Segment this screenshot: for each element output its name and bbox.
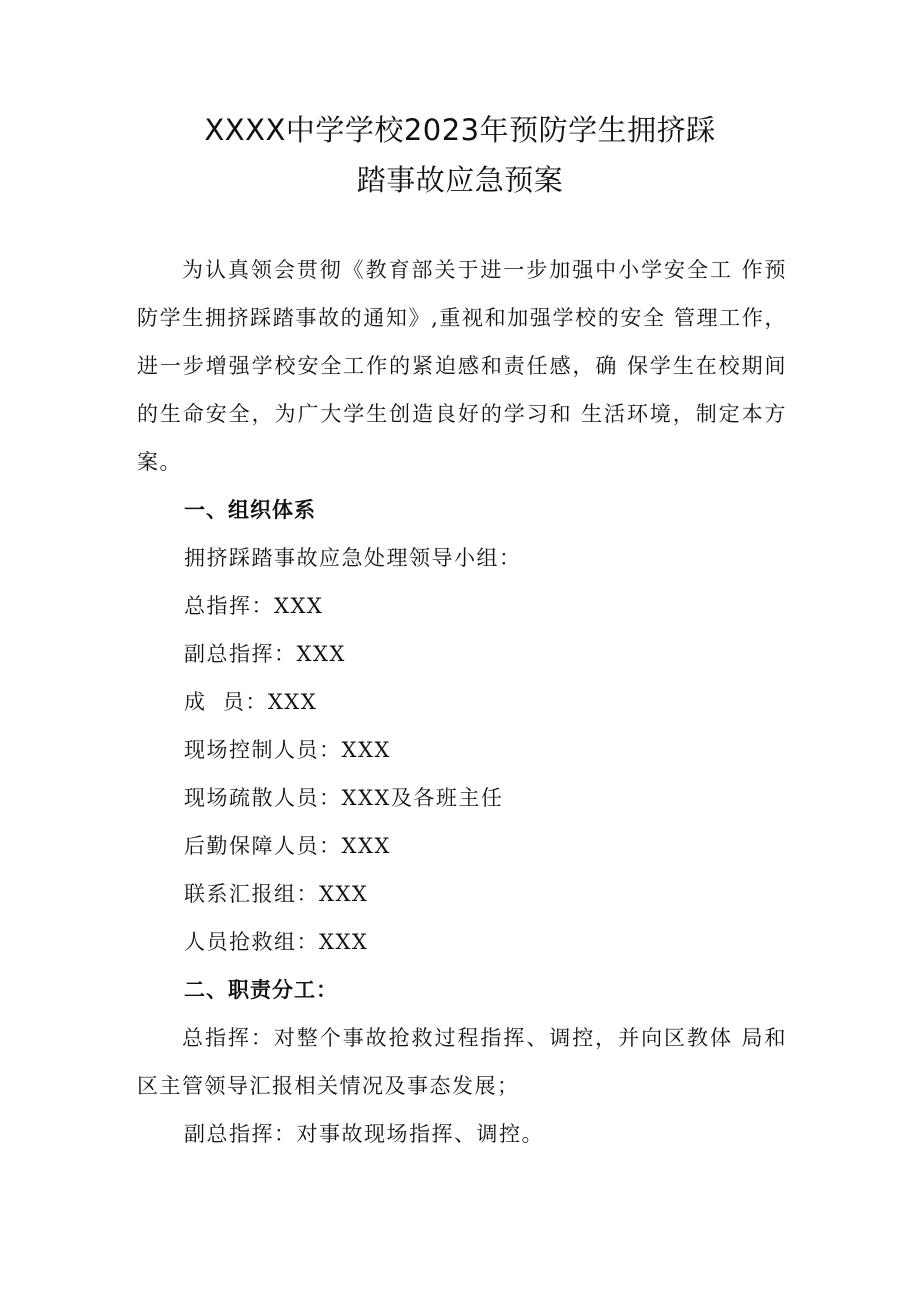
member-members: 成 员：XXX [184, 690, 318, 714]
document-title-line-1: XXXX中学学校2023年预防学生拥挤踩 [204, 113, 716, 147]
intro-paragraph [137, 246, 787, 486]
member-commander: 总指挥：XXX [184, 594, 324, 618]
duty-deputy-commander: 副总指挥：对事故现场指挥、调控。 [184, 1122, 544, 1146]
document-title-line-2: 踏事故应急预案 [356, 163, 564, 197]
member-rescue: 人员抢救组：XXX [184, 930, 369, 954]
member-deputy-commander: 副总指挥：XXX [184, 642, 346, 666]
leadership-group-label: 拥挤踩踏事故应急处理领导小组： [184, 546, 522, 570]
section1-heading: 一、组织体系 [184, 498, 316, 522]
member-logistics: 后勤保障人员：XXX [184, 834, 391, 858]
duty-commander-text: 总指挥：对整个事故抢救过程指挥、调控，并向区教体 局和区主管领导汇报相关情况及事态发展； [137, 1026, 787, 1098]
section2-heading: 二、职责分工： [184, 978, 338, 1002]
intro-text: 为认真领会贯彻《教育部关于进一步加强中小学安全工 作预防学生拥挤踩踏事故的通知》,重视和加强学校的安全 管理工作，进一步增强学校安全工作的紧迫感和责任感，确 保学生在校期间的生命安全，为广大学生创造良好的学习和 生活环境，制定本方案。 [137, 258, 787, 474]
member-site-control: 现场控制人员：XXX [184, 738, 391, 762]
member-evacuation: 现场疏散人员：XXX及各班主任 [184, 786, 504, 810]
duty-commander-paragraph [137, 1014, 787, 1110]
member-liaison: 联系汇报组：XXX [184, 882, 369, 906]
